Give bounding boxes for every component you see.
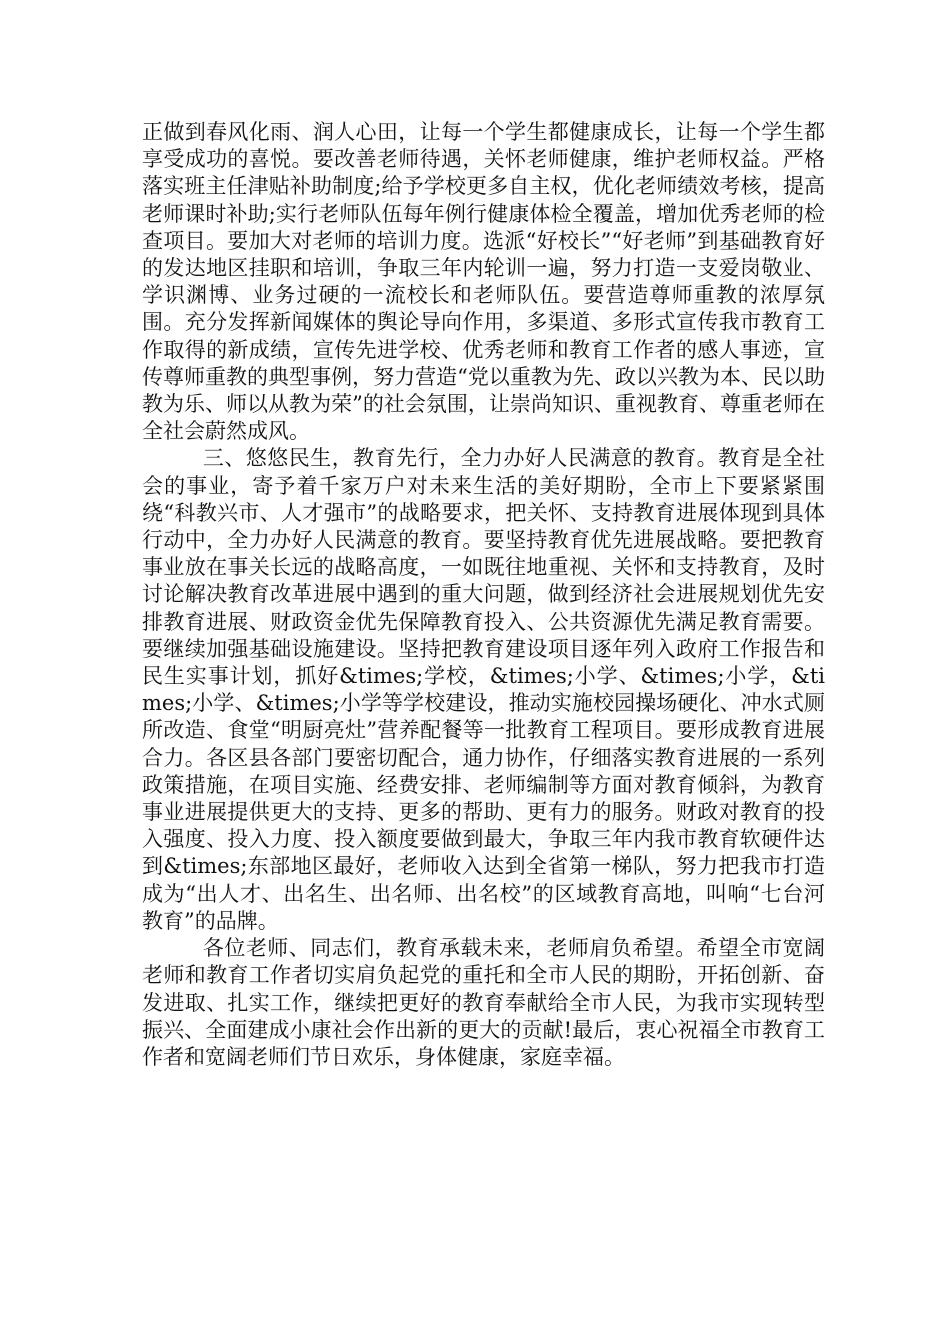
paragraph-1: 正做到春风化雨、润人心田，让每一个学生都健康成长，让每一个学生都享受成功的喜悦。要改善老师待遇，关怀老师健康，维护老师权益。严格落实班主任津贴补助制度;给予学校更多自主权，优化老师绩效考核，提高老师课时补助;实行老师队伍每年例行健康体检全覆盖，增加优秀老师的检查项目。要加大对老师的培训力度。选派“好校长”“好老师”到基础教育好的发达地区挂职和培训，争取三年内轮训一遍，努力打造一支爱岗敬业、学识渊博、业务过硬的一流校长和老师队伍。要营造尊师重教的浓厚氛围。充分发挥新闻媒体的舆论导向作用，多渠道、多形式宣传我市教育工作取得的新成绩，宣传先进学校、优秀老师和教育工作者的感人事迹，宣传尊师重教的典型事例，努力营造“党以重教为先、政以兴教为本、民以助教为乐、师以从教为荣”的社会氛围，让崇尚知识、重视教育、尊重老师在全社会蔚然成风。 — [142, 120, 825, 444]
document-page — [142, 119, 825, 1071]
paragraph-3: 各位老师、同志们，教育承载未来，老师肩负希望。希望全市宽阔老师和教育工作者切实肩负起党的重托和全市人民的期盼，开拓创新、奋发进取、扎实工作，继续把更好的教育奉献给全市人民，为我市实现转型振兴、全面建成小康社会作出新的更大的贡献!最后，衷心祝福全市教育工作者和宽阔老师们节日欢乐，身体健康，家庭幸福。 — [142, 936, 825, 1069]
paragraph-2: 三、悠悠民生，教育先行，全力办好人民满意的教育。教育是全社会的事业，寄予着千家万户对未来生活的美好期盼，全市上下要紧紧围绕“科教兴市、人才强市”的战略要求，把关怀、支持教育进展体现到具体行动中，全力办好人民满意的教育。要坚持教育优先进展战略。要把教育事业放在事关长远的战略高度，一如既往地重视、关怀和支持教育，及时讨论解决教育改革进展中遇到的重大问题，做到经济社会进展规划优先安排教育进展、财政资金优先保障教育投入、公共资源优先满足教育需要。要继续加强基础设施建设。坚持把教育建设项目逐年列入政府工作报告和民生实事计划，抓好&times;学校，&times;小学、&times;小学，&times;小学、&times;小学等学校建设，推动实施校园操场硬化、冲水式厕所改造、食堂“明厨亮灶”营养配餐等一批教育工程项目。要形成教育进展合力。各区县各部门要密切配合，通力协作，仔细落实教育进展的一系列政策措施，在项目实施、经费安排、老师编制等方面对教育倾斜，为教育事业进展提供更大的支持、更多的帮助、更有力的服务。财政对教育的投入强度、投入力度、投入额度要做到最大，争取三年内我市教育软硬件达到&times;东部地区最好，老师收入达到全省第一梯队，努力把我市打造成为“出人才、出名生、出名师、出名校”的区域教育高地，叫响“七台河教育”的品牌。 — [142, 446, 825, 933]
